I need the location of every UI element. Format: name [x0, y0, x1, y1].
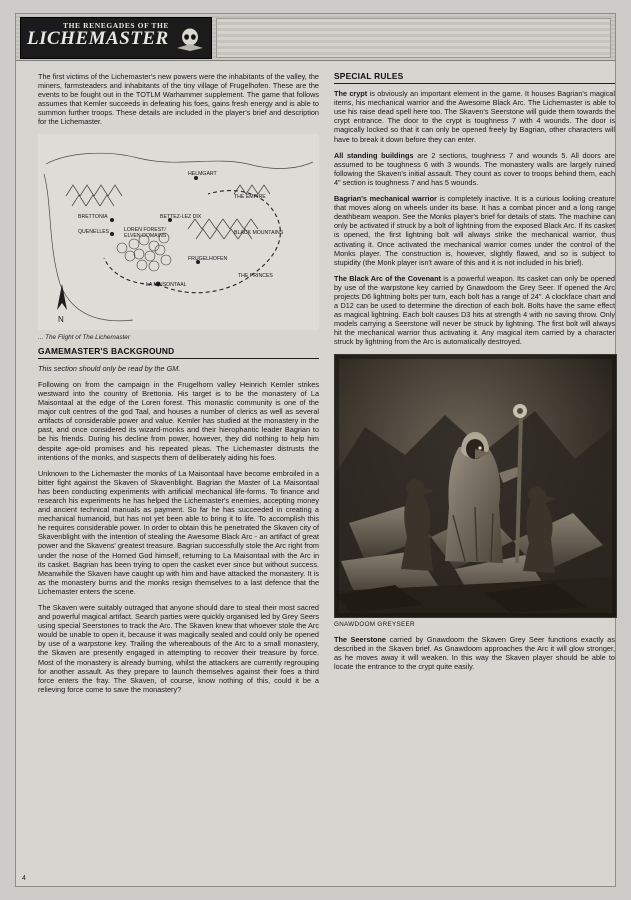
masthead [16, 14, 615, 61]
crypt-rule-lead: The crypt [334, 89, 368, 99]
publication-logo [20, 17, 212, 59]
gm-paragraph-1: Following on from the campaign in the Frugelhorn valley Heinrich Kemler strikes westward into the country of Brettonia. His target is to be the monastery of La Maisontaal at the edge of the Loren forest. This monastic community is one of the major cult centres of the god Taal, and houses a number of clerics as well as several artifacts of considerable power and value. Kemler has studied at the monastery in the past, and once considered its wizard-monks and their hierophantic leader Bagrian to be his friends. During his decline from power, however, they did nothing to help him despite age-old promises and his repeated pleas. The Lichemaster distrusts the intentions of the monks, and suspects them of deliberately aiding his foes. [38, 379, 319, 462]
svg-text:BLACK MOUNTAINS: BLACK MOUNTAINS [234, 229, 284, 236]
campaign-map [38, 134, 319, 330]
seerstone-lead: The Seerstone [334, 634, 386, 644]
crypt-rule-text: is obviously an important element in the game. It houses Bagrian's magical items, his mechanical warrior and the Awesome Black Arc. The Lichemaster is able to use his raise dead spell here too. The Skaven's Seerstone will guide them towards the crypt entrance. The door to the crypt is toughness 7 with 4 wounds. The door is magically locked so that it can only be opened freely by Bagrian, other characters will have to break it down before they can enter. [334, 89, 615, 144]
seerstone-rule [334, 635, 615, 671]
gm-note: This section should only be read by the GM. [38, 363, 181, 373]
svg-text:BRETTONIA: BRETTONIA [78, 213, 108, 220]
svg-text:BETTEZ-LEZ DIX: BETTEZ-LEZ DIX [160, 213, 202, 220]
logo-top-line: THE RENEGADES OF THE [63, 21, 169, 30]
map-caption: ... The Flight of The Lichemaster [38, 333, 130, 341]
svg-text:ELVEN DOMAINS: ELVEN DOMAINS [124, 232, 167, 239]
photo-caption: GNAWDOOM GREYSEER [334, 620, 415, 628]
masthead-banner [216, 18, 611, 58]
right-column [334, 72, 615, 678]
left-column [38, 72, 319, 701]
black-arc-rule [334, 274, 615, 347]
mechanical-warrior-text: is completely inactive. It is a curious looking creature that moves along on wheels under its base. It has a combat pincer and a long range deathbeam weapon. See the Monks player's brief for details of stats. The machine can only be activated if struck by a bolt of lightning from the exposed Black Arc. If its casket is opened, the first lightning bolt will always strike the mechanical warrior, thus activating it. Once activated the mechanical warrior comes under the control of the Monks player. The construction is, however, slightly flawed, and so is subject to stupidity (the Monk player isn't aware of this and it is not included in his brief). [334, 194, 615, 267]
svg-text:HELMGART: HELMGART [188, 170, 217, 177]
svg-text:LA MAISONTAAL: LA MAISONTAAL [146, 281, 187, 288]
page-number: 4 [22, 875, 26, 882]
mechanical-warrior-lead: Bagrian's mechanical warrior [334, 194, 437, 204]
buildings-rule [334, 151, 615, 187]
gm-paragraph-2: Unknown to the Lichemaster the monks of La Maisontaal have become embroiled in a bitter fight against the Skaven of Skavenblight. Bagrian the Master of La Maisontaal has been conducting experiments with artificial mechanical life-forms. To finance and research his experiments he has helped the Lichemaster's enemies, accepting money and ancient technical manuals as payment. So far he has succeeded in creating a mechanical humanoid, but has not yet been able to bring it to life. To accomplish this he requires considerable power. In order to obtain this he penetrated the Skaven city of Skavenblight with the intention of stealing the Awesome Black Arc - an artifact of great power and the Skavens' greatest treasure. Bagrian successfully stole the Arc right from under the nose of the Horned God himself, returning to La Maisontaal with the Arc in its casket. Bagrian has been trying to open the casket ever since but without success. Meanwhile the Skaven have caught up with him and have attacked the monastery. It is as the monastery burns and the monks resign themselves to a last defence that the Lichemaster enters the scene. [38, 468, 319, 596]
svg-text:LOREN FOREST/: LOREN FOREST/ [124, 226, 166, 233]
intro-paragraph: The first victims of the Lichemaster's new powers were the inhabitants of the valley, the miners, farmsteaders and inhabitants of the tiny village of Frugelhofen. These are the events to be fought out in the TOTLM Warhammer supplement. The game that follows assumes that Kemler succeeds in defeating his foes, gains fresh energy and is able to summon further troops. These details are included in the player's brief and description for the Lichemaster. [38, 72, 319, 127]
crypt-rule [334, 89, 615, 144]
gamemaster-background-heading: GAMEMASTER'S BACKGROUND [38, 347, 319, 359]
buildings-rule-text: are 2 sections, toughness 7 and wounds 5. All doors are assumed to be toughness 6 with 3 wounds. The monastery walls are largely ruined following the Skaven's initial assault. They count as cover to troops behind them, each 4" section is toughness 7 and has 5 wounds. [334, 150, 615, 187]
svg-text:QUENELLES: QUENELLES [78, 228, 110, 235]
special-rules-heading: SPECIAL RULES [334, 72, 615, 84]
svg-text:FRUGELHOFEN: FRUGELHOFEN [188, 255, 228, 262]
seerstone-text: carried by Gnawdoom the Skaven Grey Seer functions exactly as described in the Skaven brief. As Gnawdoom approaches the Arc it will glow stronger, as he moves away it will weaken. In this way the Skaven player should be able to locate the entrance to the crypt quite easily. [334, 634, 615, 671]
svg-text:THE PRINCES: THE PRINCES [238, 272, 273, 279]
black-arc-text: is a powerful weapon. Its casket can only be opened by use of the warpstone key carried by Gnawdoom the Grey Seer. If opened the Arc projects D6 lightning bolts per turn, each bolt has a range of 24". A clockface chart and a D12 can be used to determine the direction of each bolt. Bolts have the same effect as magical lightning. Each bolt causes D3 hits at strength 4 with no saving throw. Only models carrying a Seerstone will never be struck by lightning. The first bolt will always hit the mechanical warrior thus activating it. Any magical item carried by a character struck by lightning from the Arc is automatically destroyed. [334, 273, 615, 347]
mechanical-warrior-rule [334, 194, 615, 267]
logo-title: LICHEMASTER [27, 28, 169, 49]
black-arc-lead: The Black Arc of the Covenant [334, 273, 441, 283]
svg-text:N: N [58, 314, 64, 324]
gm-paragraph-3: The Skaven were suitably outraged that anyone should dare to steal their most sacred and powerful magical artifact. Search parties were quickly organised led by Grey Seers using special Seerstones to track the Arc. The Skaven knew that whoever stole the Arc would be unable to open it, because it was magically sealed and could only be opened by use of a warpstone key. Trailing the whereabouts of the Arc to a small monastery, the Skaven are presently engaged in attempting to recover their treasure by force. Most of the monastery is already burning, whilst the attackers are currently regrouping for another assault. As they prepare to launch themselves against their foes a third force enters the fray. The Skaven, of course, know nothing of this, could it be a relieving force come to save the monastery? [38, 603, 319, 694]
svg-text:THE EMPIRE: THE EMPIRE [234, 193, 266, 200]
buildings-rule-lead: All standing buildings [334, 150, 414, 160]
miniature-photo [334, 354, 617, 618]
page-sheet [16, 14, 615, 886]
skull-icon [175, 26, 205, 54]
